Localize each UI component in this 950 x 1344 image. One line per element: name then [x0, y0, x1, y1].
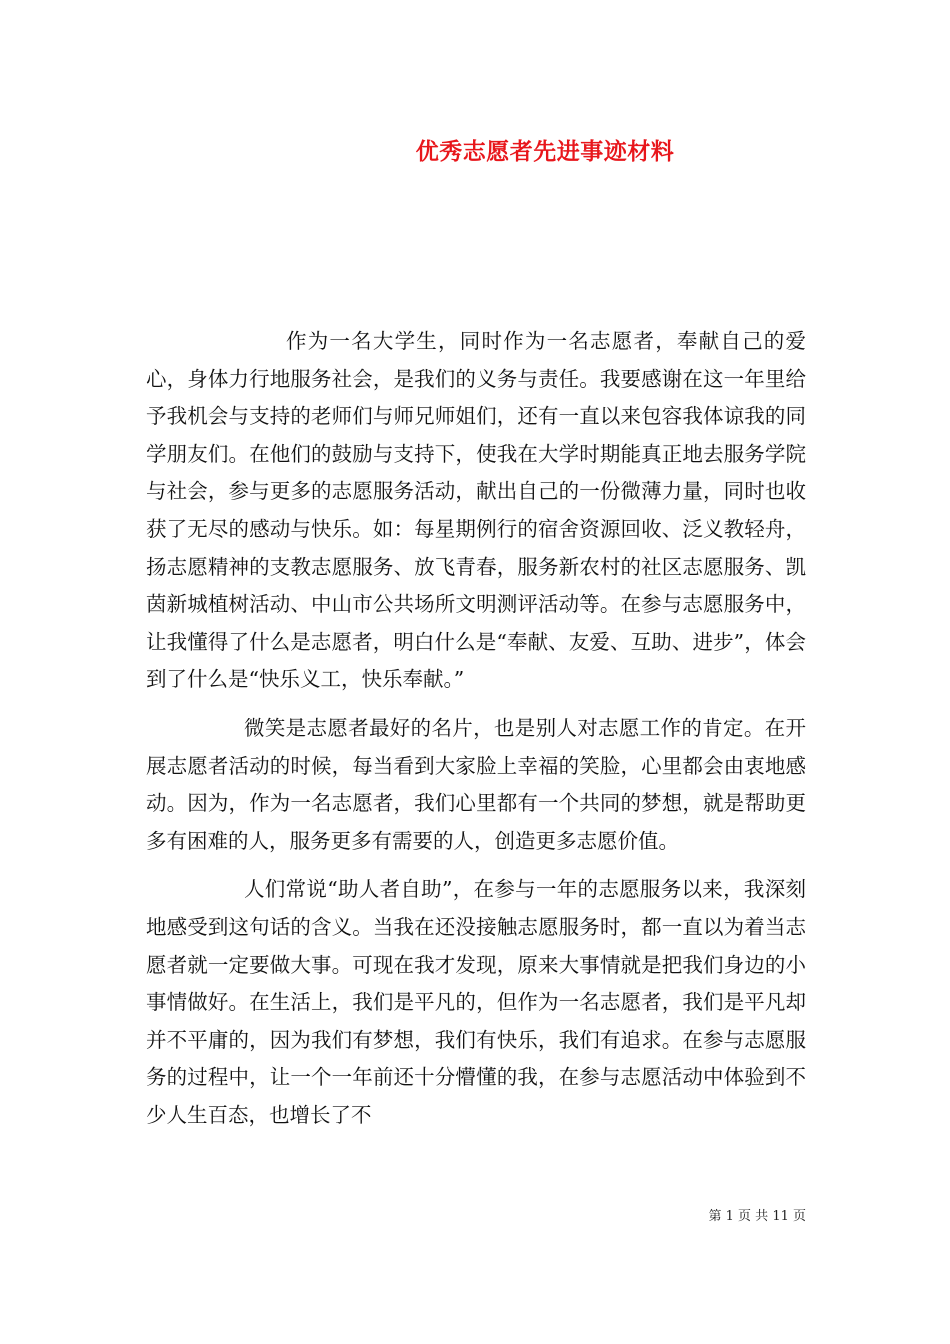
paragraph-3: 人们常说“助人者自助”，在参与一年的志愿服务以来，我深刻地感受到这句话的含义。当我在还没接触志愿服务时，都一直以为着当志愿者就一定要做大事。可现在我才发现，原来大事情就是把我们身边的小事情做好。在生活上，我们是平凡的，但作为一名志愿者，我们是平凡却并不平庸的，因为我们有梦想，我们有快乐，我们有追求。在参与志愿服务的过程中，让一个一年前还十分懵懂的我，在参与志愿活动中体验到不少人生百态，也增长了不 — [146, 877, 806, 1127]
document-body — [146, 323, 806, 1134]
paragraph-2: 微笑是志愿者最好的名片，也是别人对志愿工作的肯定。在开展志愿者活动的时候，每当看到大家脸上幸福的笑脸，心里都会由衷地感动。因为，作为一名志愿者，我们心里都有一个共同的梦想，就是帮助更多有困难的人，服务更多有需要的人，创造更多志愿价值。 — [146, 715, 806, 853]
paragraph-1: 作为一名大学生，同时作为一名志愿者，奉献自己的爱心，身体力行地服务社会，是我们的义务与责任。我要感谢在这一年里给予我机会与支持的老师们与师兄师姐们，还有一直以来包容我体谅我的同学朋友们。在他们的鼓励与支持下，使我在大学时期能真正地去服务学院与社会，参与更多的志愿服务活动，献出自己的一份微薄力量，同时也收获了无尽的感动与快乐。如：每星期例行的宿舍资源回收、泛义教轻舟，扬志愿精神的支教志愿服务、放飞青春，服务新农村的社区志愿服务、凯茵新城植树活动、中山市公共场所文明测评活动等。在参与志愿服务中，让我懂得了什么是志愿者，明白什么是“奉献、友爱、互助、进步”，体会到了什么是“快乐义工，快乐奉献。” — [146, 329, 806, 692]
page-number: 第 1 页 共 11 页 — [708, 1209, 806, 1224]
document-title: 优秀志愿者先进事迹材料 — [415, 138, 675, 165]
